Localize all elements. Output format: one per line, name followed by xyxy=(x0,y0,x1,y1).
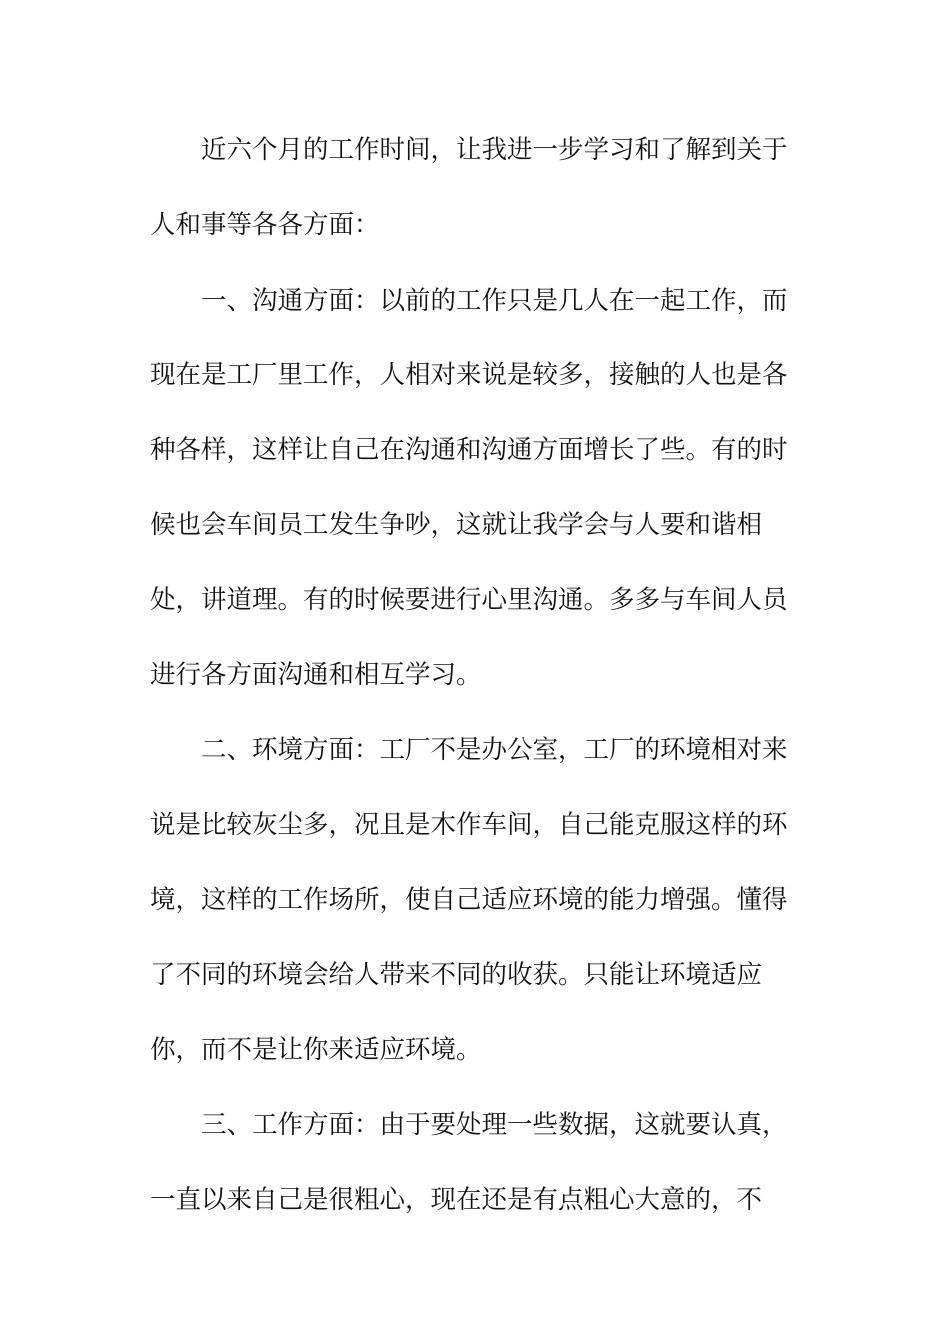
section-work-line-2: 一直以来自己是很粗心，现在还是有点粗心大意的，不 xyxy=(150,1185,763,1215)
paragraph-1-line-2: 人和事等各各方面： xyxy=(150,210,380,240)
paragraph-1-line-1: 近六个月的工作时间，让我进一步学习和了解到关于 xyxy=(201,135,788,165)
section-environment-line-4: 了不同的环境会给人带来不同的收获。只能让环境适应 xyxy=(150,960,763,990)
section-communication-line-4: 候也会车间员工发生争吵，这就让我学会与人要和谐相 xyxy=(150,510,763,540)
section-environment-line-3: 境，这样的工作场所，使自己适应环境的能力增强。懂得 xyxy=(150,885,788,915)
section-environment-line-1: 二、环境方面：工厂不是办公室，工厂的环境相对来 xyxy=(201,735,788,765)
section-communication-line-1: 一、沟通方面：以前的工作只是几人在一起工作，而 xyxy=(201,286,788,316)
section-communication-line-5: 处，讲道理。有的时候要进行心里沟通。多多与车间人员 xyxy=(150,585,788,615)
section-work-line-1: 三、工作方面：由于要处理一些数据，这就要认真， xyxy=(201,1110,788,1140)
section-communication-line-3: 种各样，这样让自己在沟通和沟通方面增长了些。有的时 xyxy=(150,435,788,465)
section-communication-line-2: 现在是工厂里工作，人相对来说是较多，接触的人也是各 xyxy=(150,360,788,390)
section-communication-line-6: 进行各方面沟通和相互学习。 xyxy=(150,660,482,690)
section-environment-line-5: 你，而不是让你来适应环境。 xyxy=(150,1035,482,1065)
section-environment-line-2: 说是比较灰尘多，况且是木作车间，自己能克服这样的环 xyxy=(150,810,788,840)
